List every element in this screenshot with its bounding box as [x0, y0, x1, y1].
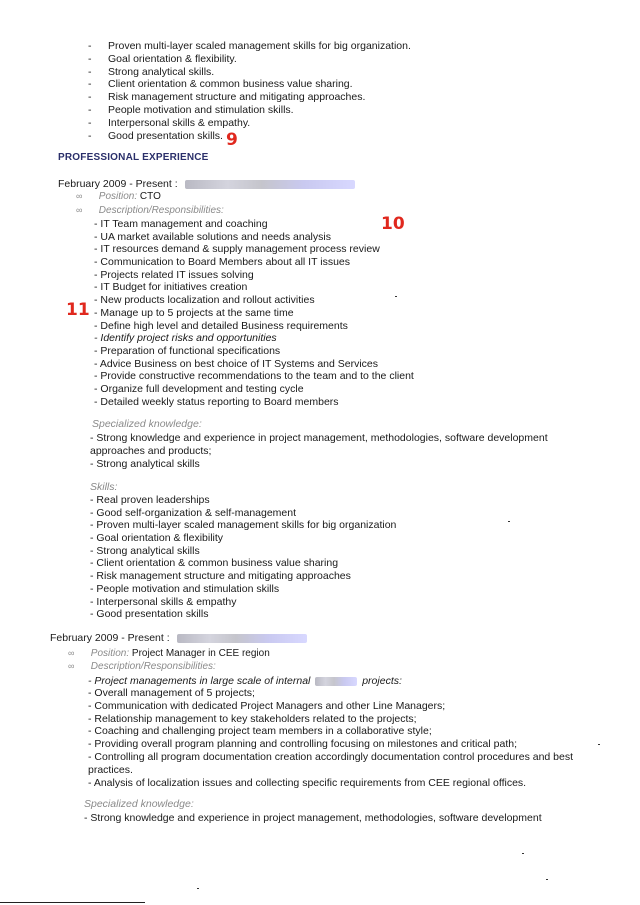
scan-speck — [522, 853, 524, 854]
list-item: - Communication with dedicated Project Managers and other Line Managers; — [88, 699, 446, 712]
list-item: - Proven multi-layer scaled management skills for big organization. — [88, 40, 411, 52]
first-responsibility-suffix: projects: — [362, 675, 402, 687]
list-item: - Detailed weekly status reporting to Board members — [94, 395, 339, 408]
job1-specialized-list — [90, 432, 585, 470]
list-item: - Coaching and challenging project team members in a collaborative style; — [88, 725, 432, 738]
list-item: - Communication to Board Members about all IT issues — [94, 256, 350, 269]
list-item: - Analysis of localization issues and collecting specific requirements from CEE regional offices. — [88, 776, 527, 789]
list-item: - Strong analytical skills — [90, 457, 200, 470]
list-item: - Strong analytical skills — [90, 544, 200, 557]
scan-speck — [197, 888, 199, 889]
job2-specialized-label: Specialized knowledge: — [84, 798, 194, 810]
redacted-company — [185, 180, 355, 189]
list-item: - Interpersonal skills & empathy. — [88, 116, 251, 129]
redacted-company — [177, 634, 307, 643]
list-item: - Organize full development and testing cycle — [94, 382, 304, 395]
list-item: - Goal orientation & flexibility — [90, 532, 224, 545]
position-label: Position: — [90, 648, 130, 659]
list-item: - Projects related IT issues solving — [94, 268, 254, 281]
list-item: - Interpersonal skills & empathy — [90, 595, 237, 608]
list-item: - Client orientation & common business value sharing. — [88, 78, 353, 91]
list-item: - Proven multi-layer scaled management skills for big organization — [90, 519, 397, 532]
list-item: - Providing overall program planning and controlling focusing on milestones and critical path; — [88, 738, 517, 751]
annotation-9: 9 — [226, 130, 238, 150]
bullet-icon: ∞ — [68, 648, 75, 658]
bullet-icon: ∞ — [68, 661, 75, 671]
job1-description-label — [76, 205, 224, 216]
list-item: - Preparation of functional specifications — [94, 344, 281, 357]
job2-position — [68, 648, 270, 659]
list-item: - Strong analytical skills. — [88, 65, 215, 78]
job1-skills-list — [90, 494, 590, 621]
list-item: - Risk management structure and mitigating approaches. — [88, 91, 366, 104]
page-bottom-rule — [0, 902, 145, 903]
scan-speck — [395, 296, 397, 297]
list-item: - Real proven leaderships — [90, 494, 210, 506]
list-item: - Good presentation skills — [90, 608, 209, 621]
list-item: - Relationship management to key stakeholders related to the projects; — [88, 712, 417, 725]
list-item: - Good presentation skills. — [88, 129, 223, 142]
position-value: Project Manager in CEE region — [131, 648, 270, 659]
job1-dates-text: February 2009 - Present : — [58, 178, 178, 190]
job2-dates-text: February 2009 - Present : — [50, 632, 170, 644]
annotation-11: 11 — [66, 300, 90, 320]
list-item: - Provide constructive recommendations to the team and to the client — [94, 370, 414, 383]
job2-description-label — [68, 661, 216, 672]
redacted-company — [315, 677, 357, 686]
list-item: - Identify project risks and opportunities — [94, 332, 277, 345]
job2-first-responsibility — [88, 675, 402, 687]
list-item: - Strong knowledge and experience in project management, methodologies, software development approaches and products; — [90, 432, 548, 457]
annotation-10: 10 — [381, 214, 405, 234]
list-item: - Controlling all program documentation creation accordingly documentation control procedures and best practices. — [88, 750, 574, 776]
job2-dates — [50, 632, 307, 644]
list-item: - Risk management structure and mitigating approaches — [90, 570, 351, 583]
list-item: - Overall management of 5 projects; — [88, 687, 255, 699]
scan-speck — [508, 521, 510, 522]
list-item: - Good self-organization & self-management — [90, 506, 297, 519]
job1-responsibilities — [94, 218, 594, 408]
section-title-experience: PROFESSIONAL EXPERIENCE — [58, 152, 209, 163]
job1-skills-label: Skills: — [90, 481, 118, 493]
description-label: Description/Responsibilities: — [90, 661, 216, 672]
list-item: - Client orientation & common business value sharing — [90, 557, 339, 570]
job2-responsibilities — [88, 687, 580, 789]
job1-dates — [58, 178, 355, 190]
position-value: CTO — [139, 191, 161, 202]
list-item: - People motivation and stimulation skills. — [88, 103, 294, 116]
scan-speck — [598, 744, 600, 745]
scan-speck — [546, 879, 548, 880]
job2-specialized-list — [84, 812, 584, 825]
bullet-icon: ∞ — [76, 205, 83, 215]
position-label: Position: — [98, 191, 138, 202]
first-responsibility-text: - Project managements in large scale of internal — [88, 675, 311, 687]
list-item: - IT Team management and coaching — [94, 218, 268, 230]
description-label: Description/Responsibilities: — [98, 205, 224, 216]
list-item: - Manage up to 5 projects at the same time — [94, 306, 294, 319]
list-item: - Goal orientation & flexibility. — [88, 52, 237, 65]
bullet-icon: ∞ — [76, 191, 83, 201]
list-item: - IT resources demand & supply management process review — [94, 243, 380, 256]
list-item: - New products localization and rollout activities — [94, 294, 315, 307]
job1-specialized-label: Specialized knowledge: — [92, 418, 202, 430]
intro-skills-list — [88, 40, 548, 142]
job1-position — [76, 191, 161, 202]
list-item: - Strong knowledge and experience in project management, methodologies, software development — [84, 812, 542, 824]
list-item: - UA market available solutions and needs analysis — [94, 230, 331, 243]
list-item: - IT Budget for initiatives creation — [94, 281, 248, 294]
list-item: - Advice Business on best choice of IT Systems and Services — [94, 357, 379, 370]
list-item: - People motivation and stimulation skills — [90, 582, 280, 595]
list-item: - Define high level and detailed Business requirements — [94, 319, 348, 332]
